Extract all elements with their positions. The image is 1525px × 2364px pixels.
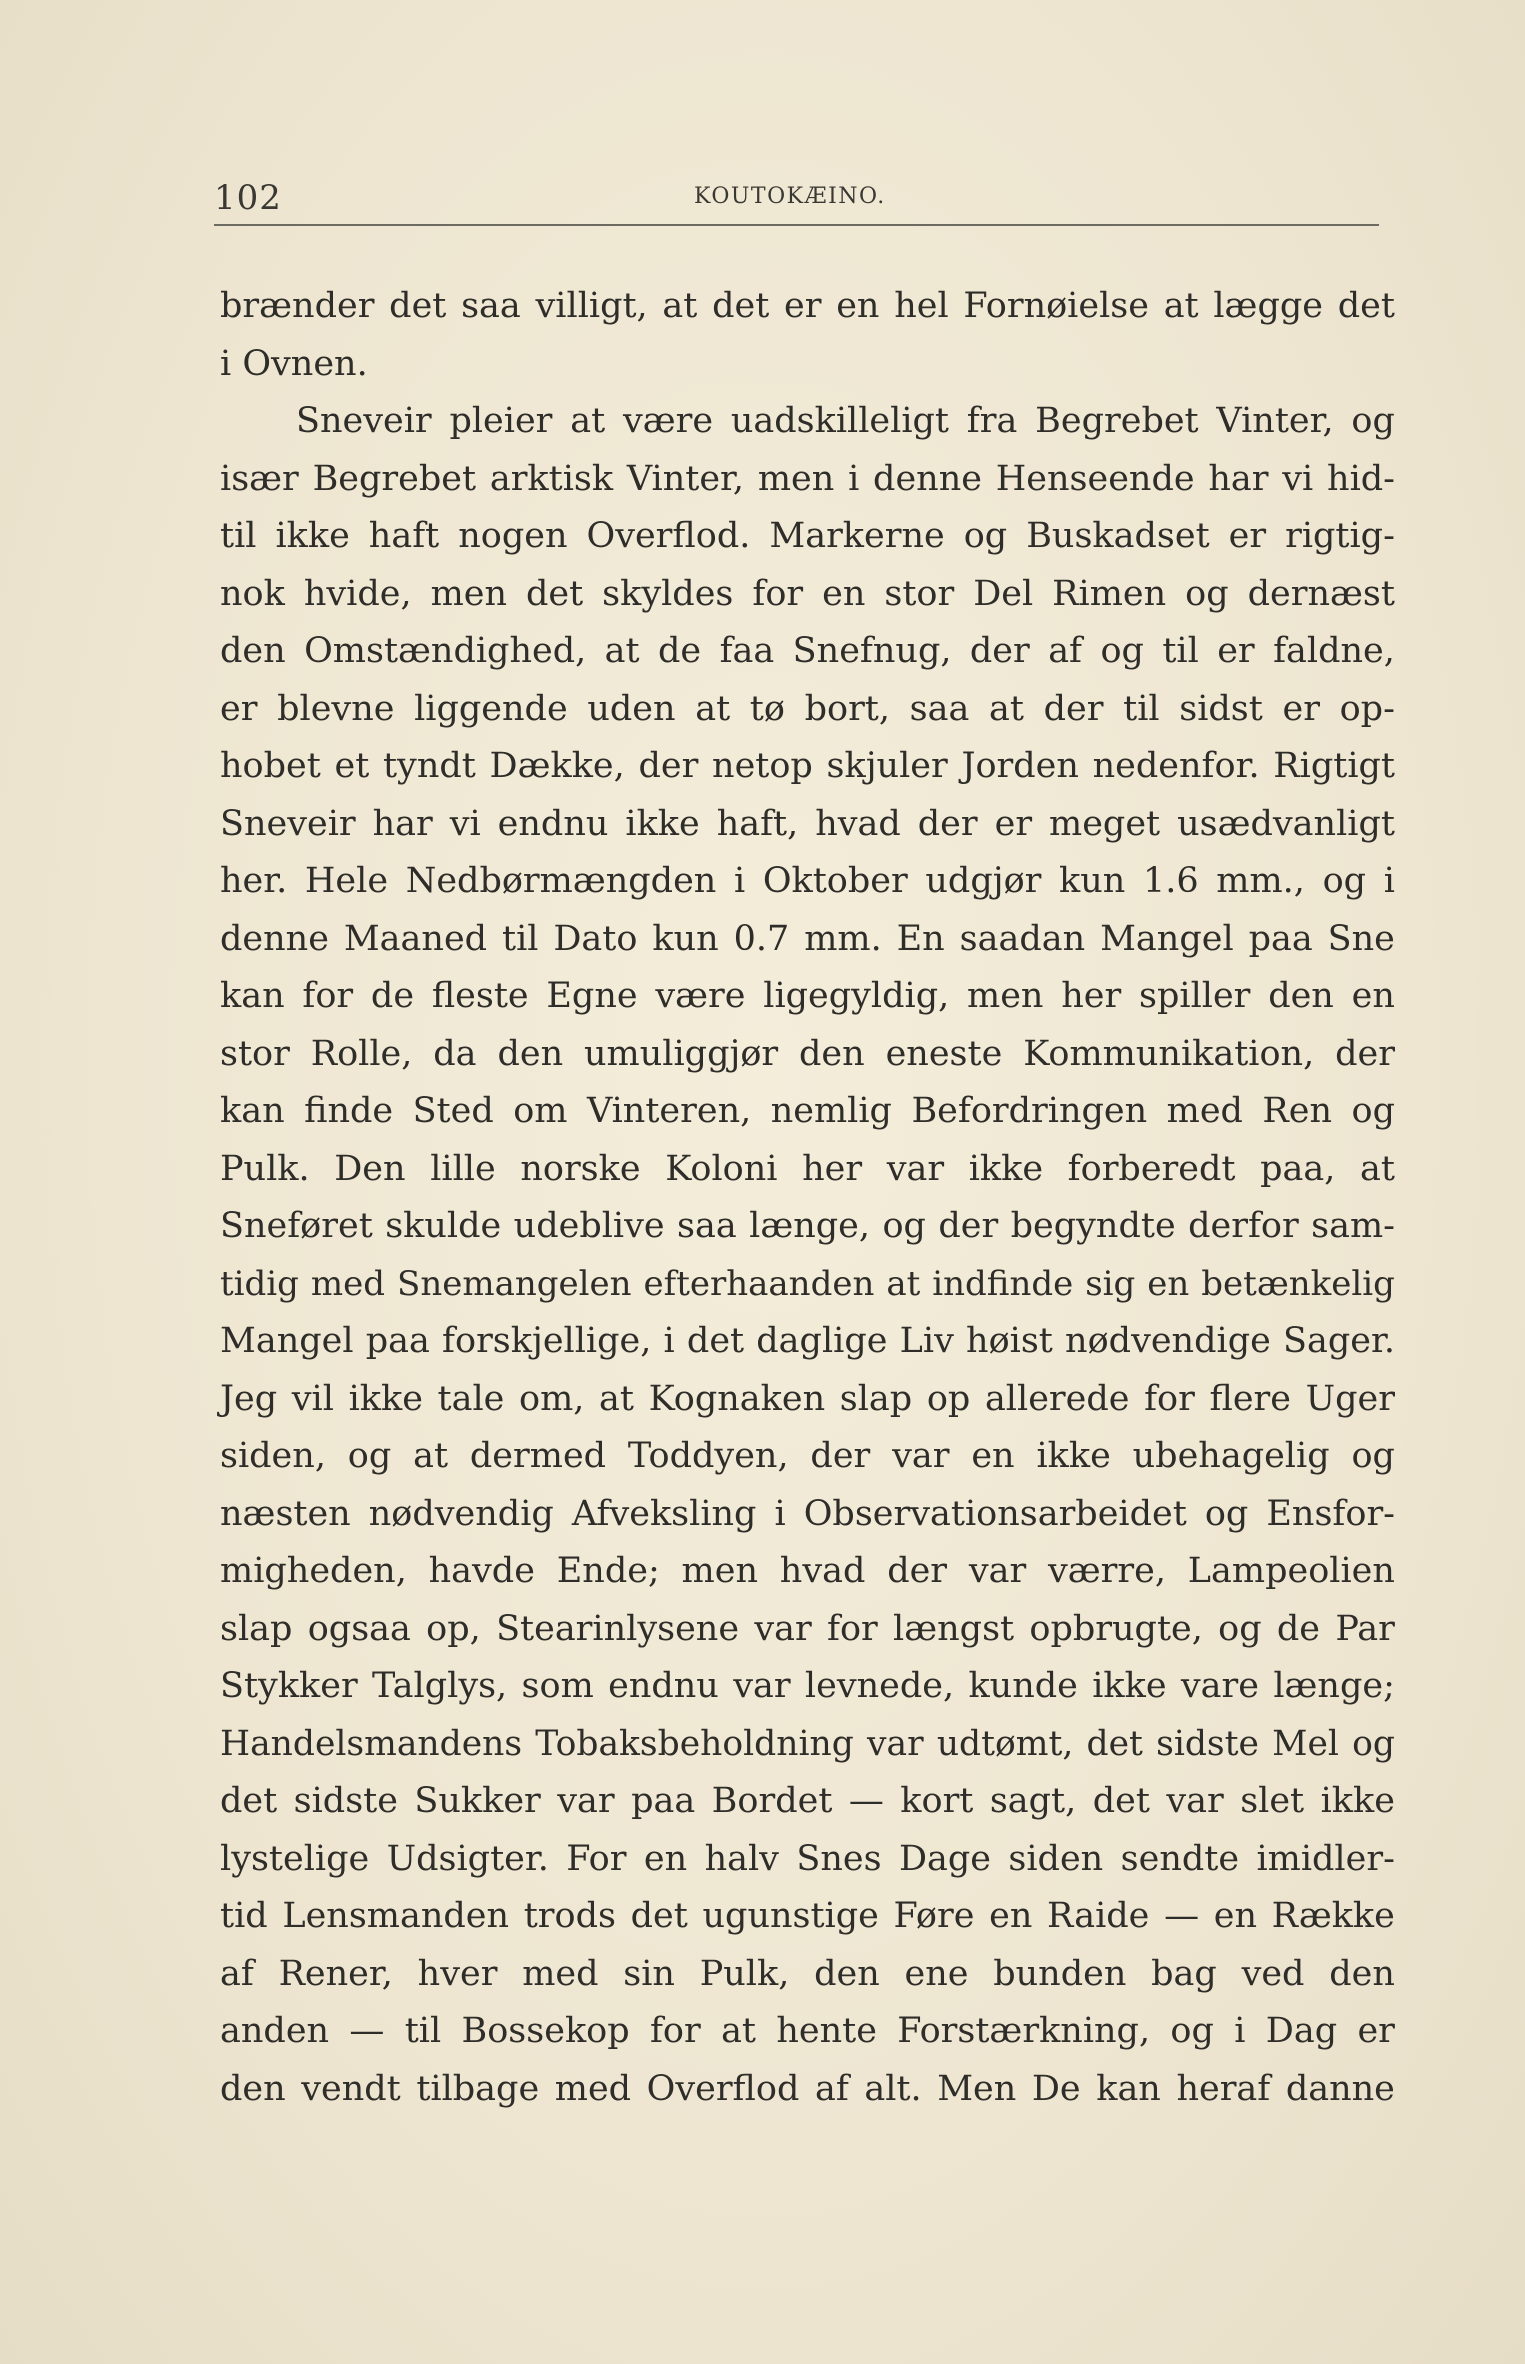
text-line: hobet et tyndt Dække, der netop skjuler Jorden nedenfor. Rigtigt	[220, 746, 1395, 786]
text-line: slap ogsaa op, Stearinlysene var for længst opbrugte, og de Par	[220, 1608, 1395, 1649]
text-line: Pulk. Den lille norske Koloni her var ikke forberedt paa, at	[220, 1148, 1395, 1189]
text-line: nok hvide, men det skyldes for en stor Del Rimen og dernæst	[220, 573, 1395, 614]
text-line: kan for de fleste Egne være ligegyldig, men her spiller den en	[220, 976, 1395, 1016]
text-line: især Begrebet arktisk Vinter, men i denne Henseende har vi hid-	[220, 458, 1395, 499]
text-line: tid Lensmanden trods det ugunstige Føre en Raide — en Række	[220, 1896, 1395, 1936]
text-line: lystelige Udsigter. For en halv Snes Dage siden sendte imidler-	[220, 1838, 1395, 1879]
header-rule	[214, 224, 1379, 226]
text-line: det sidste Sukker var paa Bordet — kort sagt, det var slet ikke	[220, 1781, 1395, 1821]
text-line: brænder det saa villigt, at det er en hel Fornøielse at lægge det	[220, 286, 1395, 326]
text-line: Jeg vil ikke tale om, at Kognaken slap op allerede for flere Uger	[220, 1378, 1395, 1419]
text-line: Sneveir har vi endnu ikke haft, hvad der er meget usædvanligt	[220, 803, 1395, 844]
text-line: anden — til Bossekop for at hente Forstærkning, og i Dag er	[220, 2011, 1395, 2051]
body-text	[220, 278, 1395, 2118]
text-line: af Rener, hver med sin Pulk, den ene bunden bag ved den	[220, 1953, 1395, 1994]
text-line: Stykker Talglys, som endnu var levnede, kunde ikke vare længe;	[220, 1666, 1395, 1706]
text-line: Sneveir pleier at være uadskilleligt fra Begrebet Vinter, og	[296, 401, 1395, 441]
page-number: 102	[214, 178, 282, 218]
text-line: til ikke haft nogen Overflod. Markerne og Buskadset er rigtig-	[220, 516, 1395, 556]
text-line: Handelsmandens Tobaksbeholdning var udtømt, det sidste Mel og	[220, 1723, 1395, 1764]
text-line: den vendt tilbage med Overflod af alt. Men De kan heraf danne	[220, 2068, 1395, 2109]
text-line: siden, og at dermed Toddyen, der var en ikke ubehagelig og	[220, 1436, 1395, 1476]
text-line: stor Rolle, da den umuliggjør den eneste Kommunikation, der	[220, 1033, 1395, 1074]
page-header	[214, 168, 1379, 224]
text-line: i Ovnen.	[220, 343, 368, 384]
text-line: her. Hele Nedbørmængden i Oktober udgjør kun 1.6 mm., og i	[220, 861, 1395, 901]
running-head: KOUTOKÆINO.	[694, 184, 886, 209]
text-line: denne Maaned til Dato kun 0.7 mm. En saadan Mangel paa Sne	[220, 918, 1395, 959]
text-line: Sneføret skulde udeblive saa længe, og der begyndte derfor sam-	[220, 1206, 1395, 1246]
text-line: kan finde Sted om Vinteren, nemlig Befordringen med Ren og	[220, 1091, 1395, 1131]
text-line: migheden, havde Ende; men hvad der var værre, Lampeolien	[220, 1551, 1395, 1591]
text-line: er blevne liggende uden at tø bort, saa at der til sidst er op-	[220, 688, 1395, 729]
text-line: næsten nødvendig Afveksling i Observationsarbeidet og Ensfor-	[220, 1493, 1395, 1534]
text-line: tidig med Snemangelen efterhaanden at indfinde sig en betænkelig	[220, 1263, 1395, 1304]
text-line: Mangel paa forskjellige, i det daglige Liv høist nødvendige Sager.	[220, 1321, 1395, 1361]
text-line: den Omstændighed, at de faa Snefnug, der af og til er faldne,	[220, 631, 1395, 671]
